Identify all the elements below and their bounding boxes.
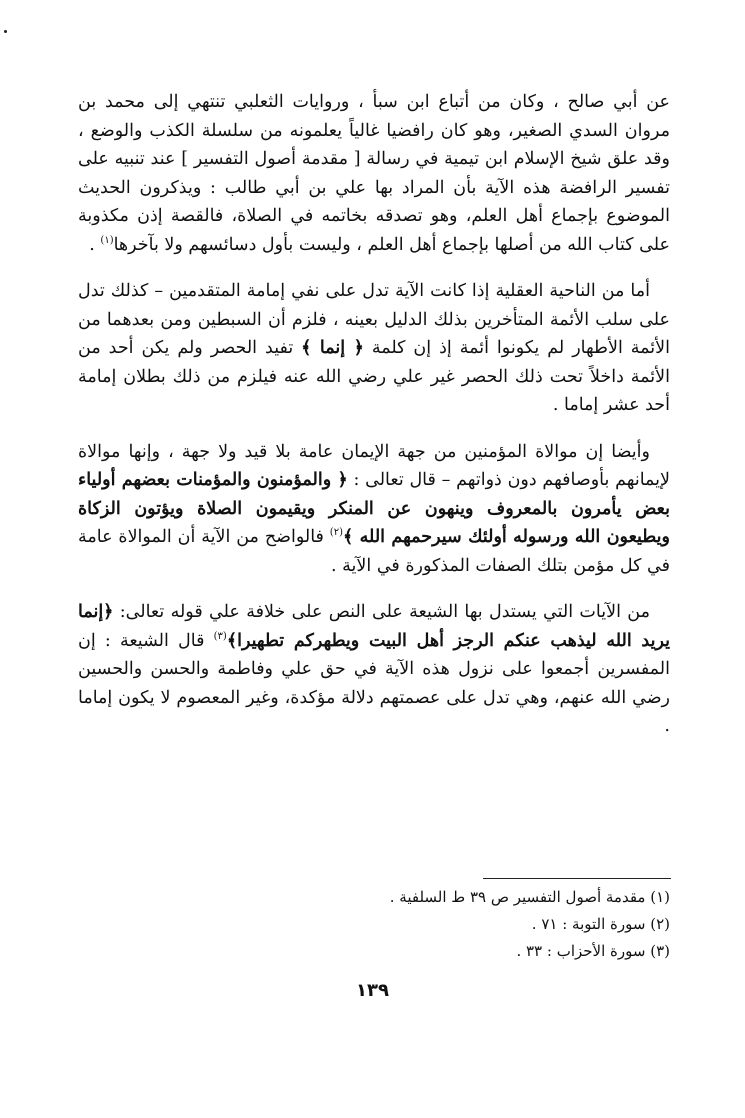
body-text: عن أبي صالح ، وكان من أتباع ابن سبأ ، وروايات الثعلبي تنتهي إلى محمد بن مروان السدي الصغير، وهو كان رافضيا غالياً يعلمونه من سلسلة الكذب والوضع ، وقد علق شيخ الإسلام ابن تيمية في رسالة [ مقدمة أصول التفسير ] عند تنبيه على تفسير الرافضة هذه الآية بأن المراد بها علي بن أبي طالب : ويذكرون الحديث الموضوع بإجماع أهل العلم، وهو تصدقه بخاتمه في الصلاة، فالقصة إذن مكذوبة على كتاب الله من أصلها بإجماع أهل العلم ، وليست بأول دسائسهم ولا بآخرها (78, 92, 670, 255)
footnote-3: (٣) سورة الأحزاب : ٣٣ . (516, 942, 670, 960)
quran-verse: ﴿ والمؤمنون والمؤمنات بعضهم أولياء بعض يأمرون بالمعروف وينهون عن المنكر ويقيمون الصلاة ويؤتون الزكاة ويطيعون الله ورسوله أولئك سيرحمهم الله ﴾ (78, 470, 670, 547)
paragraph-2 (78, 277, 670, 420)
quran-verse: ﴿ إنما ﴾ (301, 338, 364, 358)
body-text: قال الشيعة : إن المفسرين أجمعوا على نزول هذه الآية في حق علي وفاطمة والحسن والحسين رضي الله عنهم، وهي تدل على عصمتهم دلالة مؤكدة، وغير المعصوم لا يكون إماما . (78, 630, 670, 736)
body-text: فالواضح من الآية أن الموالاة عامة في كل مؤمن بتلك الصفات المذكورة في الآية . (78, 527, 670, 576)
body-text: أما من الناحية العقلية إذا كانت الآية تدل على نفي إمامة المتقدمين – كذلك تدل على سلب الأئمة المتأخرين بذلك الدليل بعينه ، فلزم أن السبطين ومن بعدهما من الأئمة الأطهار لم يكونوا أئمة إذ إن كلمة (78, 281, 670, 358)
footnote-ref: (١) (100, 234, 114, 246)
paragraph-4 (78, 598, 670, 741)
footnote-1: (١) مقدمة أصول التفسير ص ٣٩ ط السلفية . (389, 888, 670, 906)
body-text: تفيد الحصر ولم يكن أحد من الأئمة داخلاً تحت ذلك الحصر غير علي رضي الله عنه فيلزم من ذلك بطلان إمامة أحد عشر إماما . (78, 338, 670, 415)
paragraph-1 (78, 88, 670, 259)
footnote-2: (٢) سورة التوبة : ٧١ . (531, 915, 670, 933)
footnote-ref: (٣) (213, 630, 227, 642)
body-text: وأيضا إن موالاة المؤمنين من جهة الإيمان عامة بلا قيد ولا جهة ، وإنها موالاة لإيمانهم بأوصافهم دون ذواتهم – قال تعالى : (78, 441, 670, 490)
footnotes (78, 884, 670, 965)
page-edge-dot (4, 30, 7, 33)
main-text (78, 88, 670, 759)
quran-verse: ﴿إنما يريد الله ليذهب عنكم الرجز أهل البيت ويطهركم تطهيرا﴾ (78, 602, 670, 651)
body-text: من الآيات التي يستدل بها الشيعة على النص على خلافة علي قوله تعالى: (113, 602, 650, 622)
footnote-separator (483, 878, 671, 879)
footnote-ref: (٢) (329, 527, 343, 539)
page-number: ١٣٩ (356, 980, 389, 1001)
body-text: . (89, 234, 101, 255)
paragraph-3 (78, 438, 670, 581)
